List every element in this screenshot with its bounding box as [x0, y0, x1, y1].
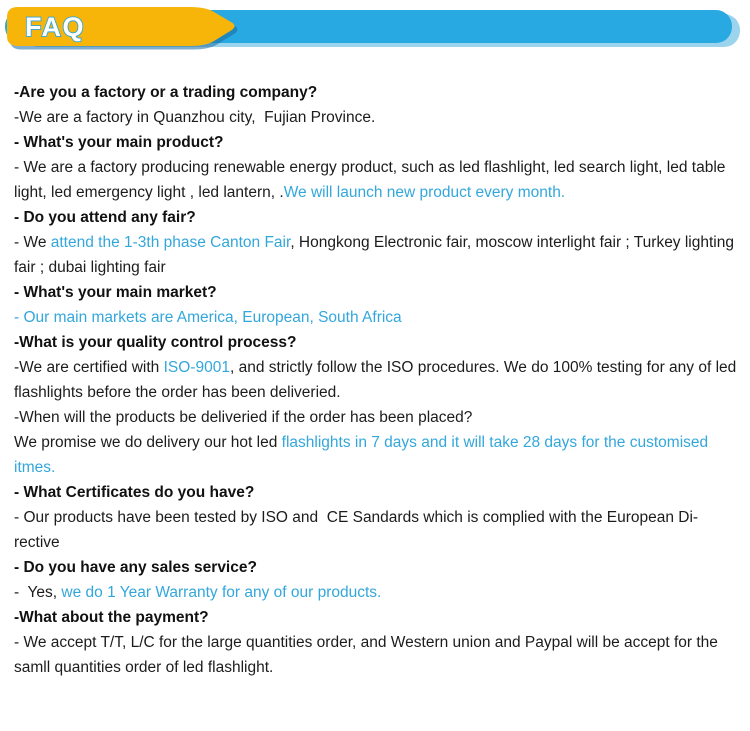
plain-text: , Hongkong Electronic fair, moscow interlight fair ; Turkey lighting fair ; dubai lighting fair	[14, 234, 739, 276]
faq-content	[0, 56, 750, 680]
plain-text: We promise we do delivery our hot led	[14, 434, 282, 451]
plain-text: - We	[14, 234, 51, 251]
plain-text: - What's your main market?	[14, 284, 217, 301]
plain-text: - What's your main product?	[14, 134, 224, 151]
faq-question	[14, 555, 738, 580]
plain-text: , and strictly follow the ISO procedures. We do 100% testing for any of led flashlights before the order has been deliveried.	[14, 359, 741, 401]
faq-question	[14, 330, 738, 355]
highlighted-text: - Our main markets are America, European, South Africa	[14, 309, 402, 326]
plain-text: -Are you a factory or a trading company?	[14, 84, 318, 101]
plain-text: - We accept T/T, L/C for the large quantities order, and Western union and Paypal will be accept for the samll quantities order of led flashlight.	[14, 634, 723, 676]
plain-text: - Yes,	[14, 584, 62, 601]
plain-text: -We are a factory in Quanzhou city, Fujian Province.	[14, 109, 376, 126]
faq-question	[14, 205, 738, 230]
faq-question	[14, 480, 738, 505]
highlighted-text: flashlights in 7 days and it will take 28 days for the customised itmes.	[14, 434, 713, 476]
plain-text: - Our products have been tested by ISO and CE Sandards which is complied with the European Di-rective	[14, 509, 699, 551]
faq-answer	[14, 580, 738, 605]
plain-text: -What about the payment?	[14, 609, 209, 626]
faq-answer	[14, 230, 738, 280]
faq-answer	[14, 630, 738, 680]
plain-text: - We are a factory producing renewable energy product, such as led flashlight, led search light, led table light, led emergency light , led lantern, .	[14, 159, 730, 201]
plain-text: -We are certified with	[14, 359, 164, 376]
faq-banner	[0, 0, 750, 56]
plain-text: - Do you attend any fair?	[14, 209, 196, 226]
faq-answer	[14, 430, 738, 480]
faq-answer	[14, 305, 738, 330]
highlighted-text: we do 1 Year Warranty for any of our products.	[61, 584, 382, 601]
plain-text: - Do you have any sales service?	[14, 559, 257, 576]
banner-title: FAQ	[25, 12, 86, 42]
faq-question	[14, 605, 738, 630]
plain-text: -When will the products be deliveried if the order has been placed?	[14, 409, 473, 426]
highlighted-text: We will launch new product every month.	[283, 184, 566, 201]
plain-text: - What Certificates do you have?	[14, 484, 255, 501]
faq-answer	[14, 355, 741, 405]
faq-answer	[14, 105, 738, 130]
faq-question	[14, 130, 738, 155]
plain-text: -What is your quality control process?	[14, 334, 297, 351]
faq-question	[14, 280, 738, 305]
faq-answer	[14, 405, 738, 430]
faq-answer	[14, 505, 738, 555]
highlighted-text: ISO-9001	[163, 359, 230, 376]
faq-question	[14, 80, 738, 105]
highlighted-text: attend the 1-3th phase Canton Fair	[50, 234, 291, 251]
faq-answer	[14, 155, 738, 205]
